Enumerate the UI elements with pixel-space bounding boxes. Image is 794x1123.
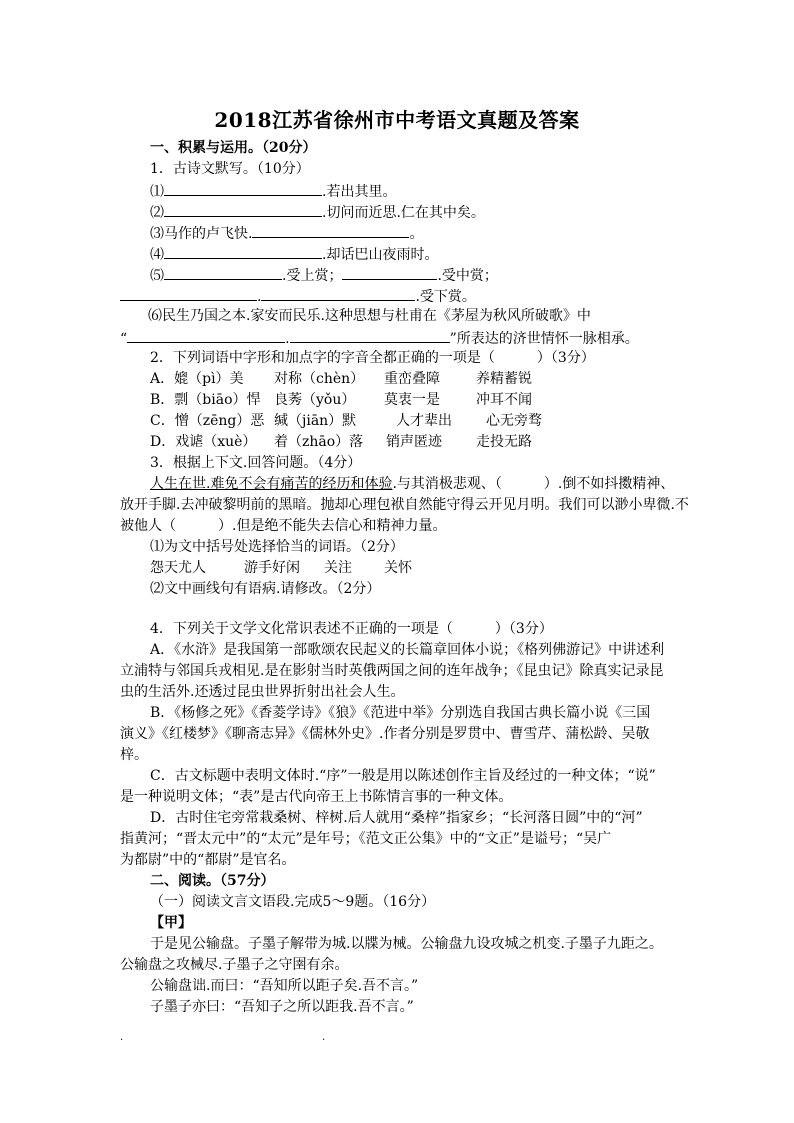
blank[interactable] <box>261 285 415 301</box>
blank[interactable] <box>127 327 285 343</box>
option-word: 冲耳不闻 <box>476 392 532 408</box>
q1-l1-pre: ⑴ <box>150 184 164 200</box>
option-word: A．媲（pì）美 <box>150 371 244 387</box>
option-word: 心无旁骛 <box>486 413 542 429</box>
blank[interactable] <box>342 264 437 280</box>
q2-option-a <box>150 369 532 389</box>
q3-para-line-3: 被他人（ ）.但是绝不能失去信心和精神力量。 <box>120 518 447 534</box>
option-word: 良莠（yǒu） <box>274 392 356 408</box>
q4-option-b-line-3: 梓。 <box>120 747 148 763</box>
blank[interactable] <box>164 264 282 280</box>
q2-option-c <box>150 411 542 431</box>
q1-line-4 <box>150 243 438 265</box>
option-word: 销声匿迹 <box>386 434 442 450</box>
q1-l2-pre: ⑵ <box>150 205 164 221</box>
option-word: 对称（chèn） <box>274 371 365 387</box>
page-title: 2018江苏省徐州市中考语文真题及答案 <box>214 108 580 132</box>
blank[interactable] <box>164 243 322 259</box>
reading-1-intro: （一）阅读文言文语段.完成5～9题。（16分） <box>150 894 436 910</box>
q1-l4-pre: ⑷ <box>150 247 164 263</box>
q1-l6b-post: ”所表达的济世情怀一脉相承。 <box>449 331 639 347</box>
q1-l4-post: .却话巴山夜雨时。 <box>322 247 439 263</box>
q1-line-6b <box>120 327 639 349</box>
passage-line-3: 公输盘诎.而曰：“吾知所以距子矣.吾不言。” <box>150 978 419 994</box>
q1-line-6: ⑹民生乃国之本.家安而民乐.这种思想与杜甫在《茅屋为秋风所破歌》中 <box>148 308 591 324</box>
passage-line-2: 公输盘之攻械尽.子墨子之守圉有余。 <box>120 957 349 973</box>
q4-option-b-line-2: 演义》《红楼梦》《聊斋志异》《儒林外史》.作者分别是罗贯中、曹雪芹、蒲松龄、吴敬 <box>120 726 650 742</box>
q4-option-c-line-2: 是一种说明文体；“表”是古代向帝王上书陈情言事的一种文体。 <box>120 789 513 805</box>
option-word: 人才辈出 <box>396 413 452 429</box>
footer-dot: . <box>120 1032 124 1043</box>
blank[interactable] <box>164 180 322 196</box>
section-1-heading: 一、积累与运用。（20分） <box>150 140 317 156</box>
q3-underlined-sentence: 人生在世.难免不会有痛苦的经历和体验 <box>150 476 393 492</box>
q1-l5b-post: .受下赏。 <box>415 289 476 305</box>
option-word: 养精蓄锐 <box>476 371 532 387</box>
section-2-heading: 二、阅读。（57分） <box>150 873 275 889</box>
choice-word: 关怀 <box>384 560 412 576</box>
blank[interactable] <box>252 222 409 238</box>
option-word: 走投无路 <box>476 434 532 450</box>
option-word: 缄（jiān）默 <box>274 413 357 429</box>
option-word: 着（zhāo）落 <box>274 434 364 450</box>
choice-word: 游手好闲 <box>244 560 300 576</box>
q4-option-d-line-2: 指黄河；“晋太元中”的“太元”是年号；《范文正公集》中的“文正”是谥号；“吴广 <box>120 831 612 847</box>
q4-option-d-line-3: 为都尉”中的“都尉”是官名。 <box>120 852 296 868</box>
option-word: B．剽（biāo）悍 <box>150 392 261 408</box>
q3-choices <box>150 558 412 578</box>
passage-jia-label: 【甲】 <box>150 915 192 931</box>
q3-sub-2: ⑵文中画线句有语病.请修改。（2分） <box>150 581 381 597</box>
q1-line-5 <box>150 264 498 286</box>
blank[interactable] <box>164 201 322 217</box>
choice-word: 怨天尤人 <box>150 560 206 576</box>
q1-l6b-mid: . <box>285 331 290 347</box>
q4-option-b-line-1: B．《杨修之死》《香菱学诗》《狼》《范进中举》分别选自我国古典长篇小说《三国 <box>150 705 651 721</box>
q4-option-d-line-1: D．古时住宅旁常栽桑树、梓树.后人就用“桑梓”指家乡；“长河落日圆”中的“河” <box>150 810 643 826</box>
q1-l5-mid: .受上赏； <box>282 268 343 284</box>
q3-para-line-1 <box>150 474 674 494</box>
q4-option-a-line-2: 立浦特与邻国兵戎相见.是在影射当时英俄两国之间的连年战争；《昆虫记》除真实记录昆 <box>120 663 664 679</box>
q1-l6b-open: “ <box>120 331 128 347</box>
q1-l3-pre: ⑶马作的卢飞快. <box>150 226 253 242</box>
q1-line-5b <box>120 285 476 307</box>
q1-l5-pre: ⑸ <box>150 268 164 284</box>
q2-option-b <box>150 390 532 410</box>
passage-line-1: 于是见公输盘。子墨子解带为城.以牒为械。公输盘九设攻城之机变.子墨子九距之。 <box>150 936 663 952</box>
q1-l1-post: .若出其里。 <box>322 184 397 200</box>
blank[interactable] <box>120 285 257 301</box>
option-word: 莫衷一是 <box>384 392 440 408</box>
q2-stem: 2．下列词语中字形和加点字的字音全都正确的一项是（ ）（3分） <box>150 350 595 366</box>
q1-l2-post: .切问而近思.仁在其中矣。 <box>322 205 485 221</box>
q3-sub-1: ⑴为文中括号处选择恰当的词语。（2分） <box>150 539 404 555</box>
q4-stem: 4．下列关于文学文化常识表述不正确的一项是（ ）（3分） <box>150 621 553 637</box>
q3-stem: 3．根据上下文.回答问题。（4分） <box>150 455 362 471</box>
q1-l5b-mid: . <box>257 289 262 305</box>
choice-word: 关注 <box>324 560 352 576</box>
q3-para-rest: .与其消极悲观、（ ）.倒不如抖擞精神、 <box>392 476 675 492</box>
q3-para-line-2: 放开手脚.去冲破黎明前的黑暗。抛却心理包袱自然能守得云开见月明。我们可以渺小卑微.不 <box>120 497 689 513</box>
option-word: C．憎（zēng）恶 <box>150 413 265 429</box>
blank[interactable] <box>290 327 450 343</box>
footer-dot: . <box>322 1032 326 1043</box>
q1-line-2 <box>150 201 485 223</box>
q1-l5-post: .受中赏； <box>437 268 498 284</box>
q4-option-c-line-1: C．古文标题中表明文体时.“序”一般是用以陈述创作主旨及经过的一种文体；“说” <box>150 768 656 784</box>
passage-line-4: 子墨子亦曰：“吾知子之所以距我.吾不言。” <box>150 999 414 1015</box>
q1-l3-post: 。 <box>409 226 424 242</box>
q1-line-3 <box>150 222 423 244</box>
q4-option-a-line-3: 虫的生活外.还透过昆虫世界折射出社会人生。 <box>120 684 405 700</box>
q4-option-a-line-1: A．《水浒》是我国第一部歌颂农民起义的长篇章回体小说；《格列佛游记》中讲述利 <box>150 642 665 658</box>
q1-line-1 <box>150 180 396 202</box>
q1-stem: 1．古诗文默写。（10分） <box>150 161 310 177</box>
q2-option-d <box>150 432 532 452</box>
option-word: 重峦叠障 <box>384 371 440 387</box>
option-word: D．戏谑（xuè） <box>150 434 257 450</box>
